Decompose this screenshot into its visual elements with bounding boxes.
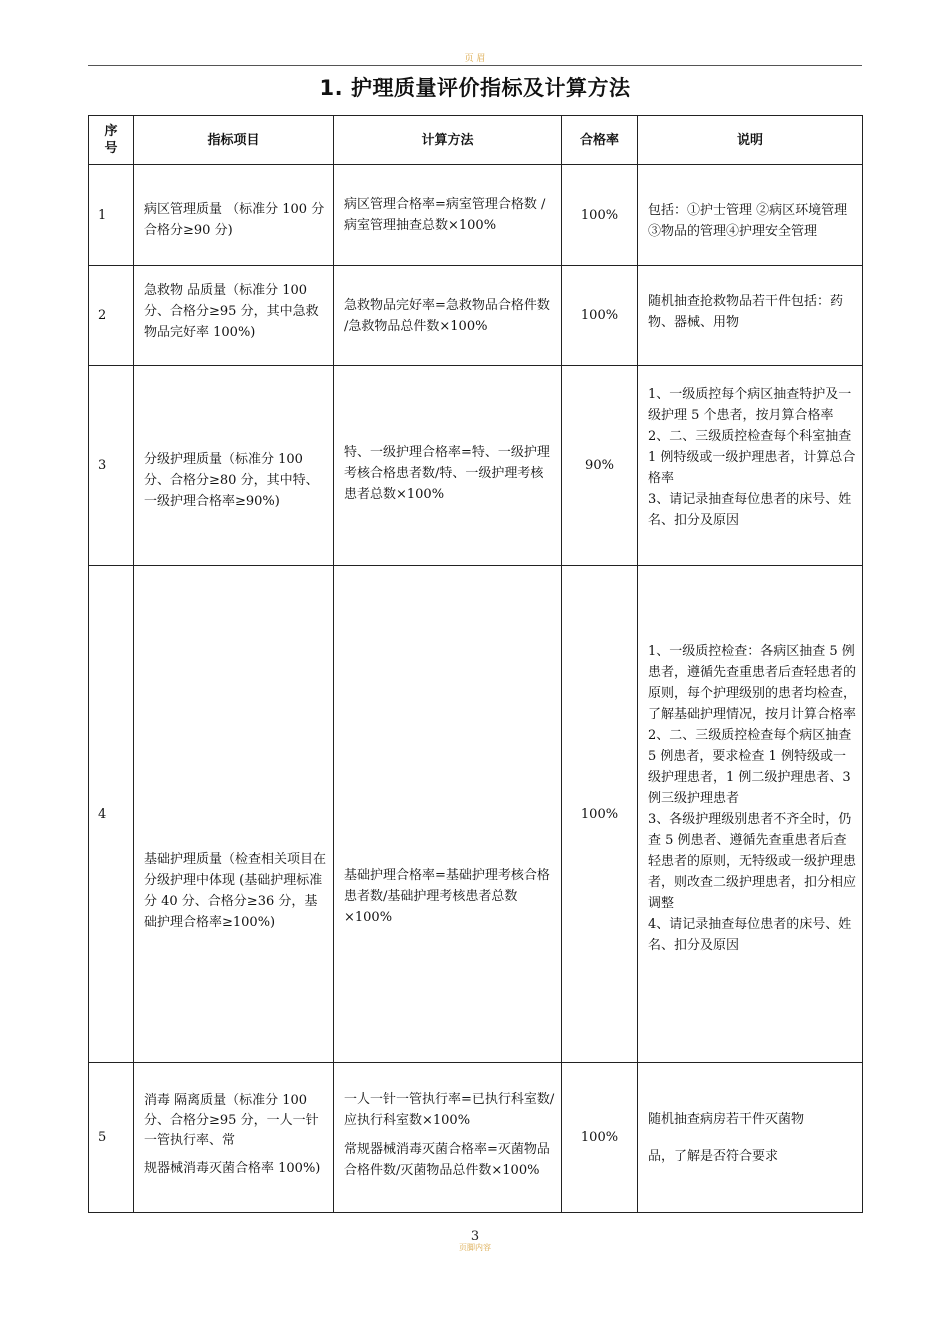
header-no: 序 号 [89,116,134,165]
header-method: 计算方法 [334,116,562,165]
page-footer [0,1230,950,1253]
page-number: 3 [470,1229,480,1244]
row-item-part-b: 规器械消毒灭菌合格率 100%) [144,1160,321,1176]
header-rule [88,65,862,66]
row-note: 1、一级质控检查：各病区抽查 5 例患者，遵循先查重患者后查轻患者的原则，每个护理级别的患者均检查，了解基础护理情况，按月计算合格率 2、二、三级质控检查每个病区抽查 5 例患者，要求检查 1 例特级或一级护理患者，1 例二级护理患者、3 例三级护理患者 3、各级护理级别患者不齐全时，仍查 5 例患者、遵循先查重患者后查轻患者的原则，无特级或一级护理患者，则改查二级护理患者，扣分相应调整 4、请记录抽查每位患者的床号、姓名、扣分及原因 [648,643,857,953]
row-note-part-b: 品，了解是否符合要求 [648,1148,779,1164]
row-rate: 90% [562,366,638,566]
header-item: 指标项目 [134,116,334,165]
row-rate: 100% [562,566,638,1063]
header-note: 说明 [638,116,863,165]
row-rate: 100% [562,1063,638,1213]
row-note: 随机抽查抢救物品若干件包括：药物、器械、用物 [648,293,844,330]
table-row [89,366,863,566]
table-row [89,165,863,266]
row-rate: 100% [562,266,638,366]
table-row [89,266,863,366]
footer-label: 页脚内容 [459,1243,491,1252]
row-no: 4 [89,566,134,1063]
row-no: 1 [89,165,134,266]
row-note: 1、一级质控每个病区抽查特护及一级护理 5 个患者，按月算合格率 2、二、三级质控检查每个科室抽查 1 例特级或一级护理患者，计算总合格率 3、请记录抽查每位患者的床号、姓名、扣分及原因 [648,387,856,528]
table-row [89,566,863,1063]
document-title: 1. 护理质量评价指标及计算方法 [319,76,631,100]
quality-indicator-table [88,115,863,1213]
row-item: 基础护理质量（检查相关项目在分级护理中体现 (基础护理标准分 40 分、合格分≥36 分，基础护理合格率≥100%) [144,852,327,930]
page-header-mark: 页 眉 [464,54,486,64]
row-no: 2 [89,266,134,366]
row-method-part-a: 一人一针一管执行率=已执行科室数/应执行科室数×100% [344,1091,555,1128]
row-method: 特、一级护理合格率=特、一级护理考核合格患者数/特、一级护理考核患者总数×100% [344,445,550,502]
row-method-part-b: 常规器械消毒灭菌合格率=灭菌物品合格件数/灭菌物品总件数×100% [344,1141,550,1178]
row-item-part-a: 消毒 隔离质量（标准分 100 分、合格分≥95 分，一人一针一管执行率、常 [144,1092,319,1148]
row-note-part-a: 随机抽查病房若干件灭菌物 [648,1111,805,1127]
row-no: 5 [89,1063,134,1213]
row-rate: 100% [562,165,638,266]
row-method: 基础护理合格率=基础护理考核合格患者数/基础护理考核患者总数×100% [344,867,550,925]
row-method: 急救物品完好率=急救物品合格件数 /急救物品总件数×100% [344,297,550,334]
table-row [89,1063,863,1213]
row-method: 病区管理合格率=病室管理合格数 /病室管理抽查总数×100% [344,197,546,233]
row-item: 急救物 品质量（标准分 100 分、合格分≥95 分，其中急救物品完好率 100%) [144,283,319,340]
table-header-row [89,116,863,165]
row-no: 3 [89,366,134,566]
row-note: 包括：①护士管理 ②病区环境管理 ③物品的管理④护理安全管理 [648,203,848,239]
header-rate: 合格率 [562,116,638,165]
row-item: 病区管理质量 （标准分 100 分合格分≥90 分) [144,202,325,238]
row-item: 分级护理质量（标准分 100 分、合格分≥80 分，其中特、一级护理合格率≥90%) [144,452,319,509]
